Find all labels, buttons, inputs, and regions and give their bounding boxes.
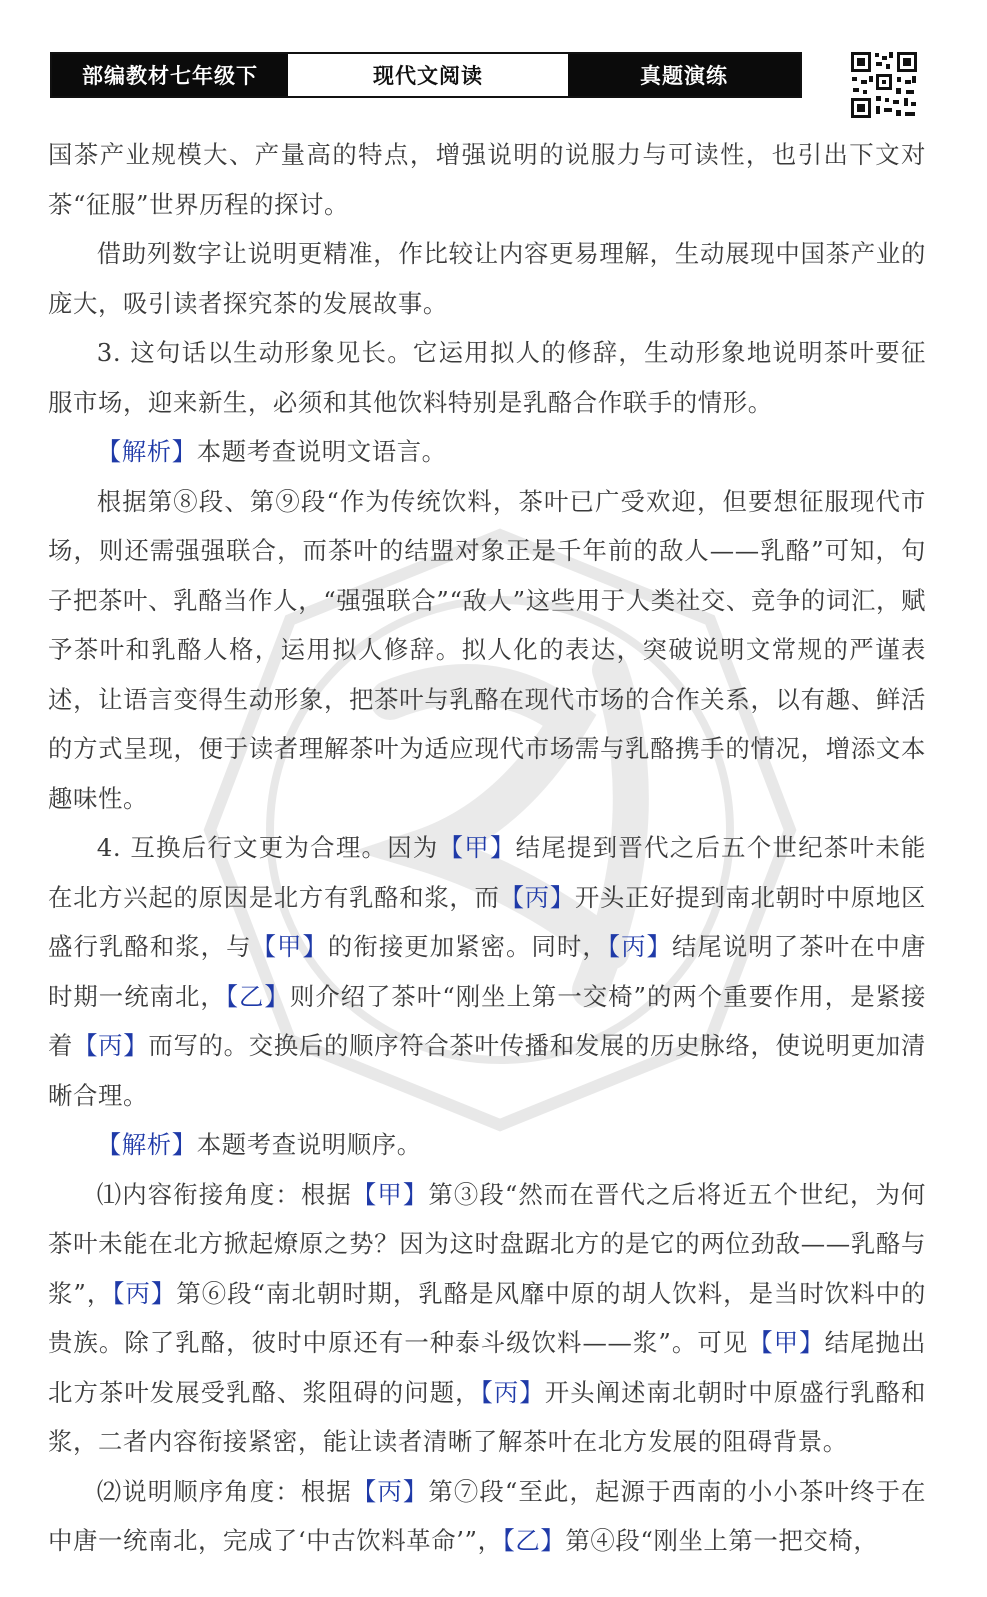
header-section-label: 真题演练 bbox=[568, 54, 800, 96]
bracket-label: 【丙】 bbox=[480, 1377, 545, 1407]
paragraph: 根据第⑧段、第⑨段“作为传统饮料，茶叶已广受欢迎，但要想征服现代市场，则还需强强联合，而茶叶的结盟对象正是千年前的敌人——乳酪”可知，句子把茶叶、乳酪当作人，“强强联合”“敌人”这些用于人类社交、竞争的词汇，赋予茶叶和乳酪人格，运用拟人修辞。拟人化的表达，突破说明文常规的严谨表述，让语言变得生动形象，把茶叶与乳酪在现代市场的合作关系，以有趣、鲜活的方式呈现，便于读者理解茶叶为适应现代市场需与乳酪携手的情况，增添文本趣味性。 bbox=[48, 486, 926, 813]
bracket-label: 【甲】 bbox=[351, 1179, 429, 1209]
bracket-label: 【丙】 bbox=[607, 932, 672, 961]
bracket-label: 【乙】 bbox=[502, 1526, 566, 1555]
bracket-label: 【丙】 bbox=[73, 1031, 149, 1060]
header-bar bbox=[50, 52, 802, 98]
text-run: 则介绍了茶叶“刚坐上第一交椅”的两个重要作用，是紧接着 bbox=[48, 981, 926, 1060]
header-grade-label: 部编教材七年级下 bbox=[52, 54, 288, 96]
text-run: 结尾抛出北方茶叶发展受乳酪、浆阻碍的问题， bbox=[48, 1328, 926, 1407]
answer-text-body bbox=[48, 130, 926, 1566]
analysis-tag: 【解析】 bbox=[96, 1130, 197, 1159]
paragraph bbox=[48, 1170, 926, 1467]
text-run: 结尾说明了茶叶在中唐时期一统南北， bbox=[48, 932, 926, 1011]
text-run: 而写的。交换后的顺序符合茶叶传播和发展的历史脉络，使说明更加清晰合理。 bbox=[48, 1031, 926, 1110]
text-run: 第③段“然而在晋代之后将近五个世纪，为何茶叶未能在北方掀起燎原之势？因为这时盘踞北方的是它的两位劲敌——乳酪与浆”， bbox=[48, 1179, 926, 1308]
text-run: 开头阐述南北朝时中原盛行乳酪和浆，二者内容衔接紧密，能让读者清晰了解茶叶在北方发展的阻碍背景。 bbox=[48, 1377, 926, 1456]
bracket-label: 【丙】 bbox=[499, 882, 575, 912]
text-run: 第④段“刚坐上第一把交椅， bbox=[565, 1526, 879, 1555]
paragraph: 3. 这句话以生动形象见长。它运用拟人的修辞，生动形象地说明茶叶要征服市场，迎来新生，必须和其他饮料特别是乳酪合作联手的情形。 bbox=[48, 338, 926, 417]
text-run: 第⑦段“至此，起源于西南的小小茶叶终于在中唐一统南北，完成了‘中古饮料革命’”， bbox=[48, 1476, 926, 1555]
analysis-text: 本题考查说明文语言。 bbox=[196, 437, 447, 466]
text-run: 第⑥段“南北朝时期，乳酪是风靡中原的胡人饮料，是当时饮料中的贵族。除了乳酪，彼时中原还有一种泰斗级饮料——浆”。可见 bbox=[48, 1278, 926, 1357]
text-run: 结尾提到晋代之后五个世纪茶叶未能在北方兴起的原因是北方有乳酪和浆，而 bbox=[48, 833, 926, 912]
bracket-label: 【丙】 bbox=[351, 1476, 429, 1506]
analysis-paragraph bbox=[48, 427, 926, 477]
bracket-label: 【乙】 bbox=[225, 981, 290, 1011]
bracket-label: 【丙】 bbox=[112, 1278, 177, 1308]
paragraph bbox=[48, 823, 926, 1120]
analysis-text: 本题考查说明顺序。 bbox=[196, 1130, 422, 1159]
analysis-paragraph bbox=[48, 1120, 926, 1170]
text-run: ⑴内容衔接角度：根据 bbox=[96, 1179, 352, 1209]
text-run: 4. 互换后行文更为合理。因为 bbox=[96, 833, 439, 862]
paragraph: 借助列数字让说明更精准，作比较让内容更易理解，生动展现中国茶产业的庞大，吸引读者探究茶的发展故事。 bbox=[48, 239, 926, 318]
bracket-label: 【甲】 bbox=[438, 833, 516, 862]
text-run: 的衔接更加紧密。同时， bbox=[327, 932, 608, 961]
qr-code-icon bbox=[849, 50, 919, 120]
analysis-tag: 【解析】 bbox=[96, 437, 197, 466]
bracket-label: 【甲】 bbox=[251, 932, 328, 961]
paragraph bbox=[48, 1467, 926, 1566]
header-subject-label: 现代文阅读 bbox=[288, 54, 568, 96]
text-run: 开头正好提到南北朝时中原地区盛行乳酪和浆，与 bbox=[48, 882, 926, 961]
bracket-label: 【甲】 bbox=[748, 1328, 825, 1357]
text-run: ⑵说明顺序角度：根据 bbox=[96, 1476, 352, 1506]
paragraph: 国茶产业规模大、产量高的特点，增强说明的说服力与可读性，也引出下文对茶“征服”世界历程的探讨。 bbox=[48, 140, 926, 219]
